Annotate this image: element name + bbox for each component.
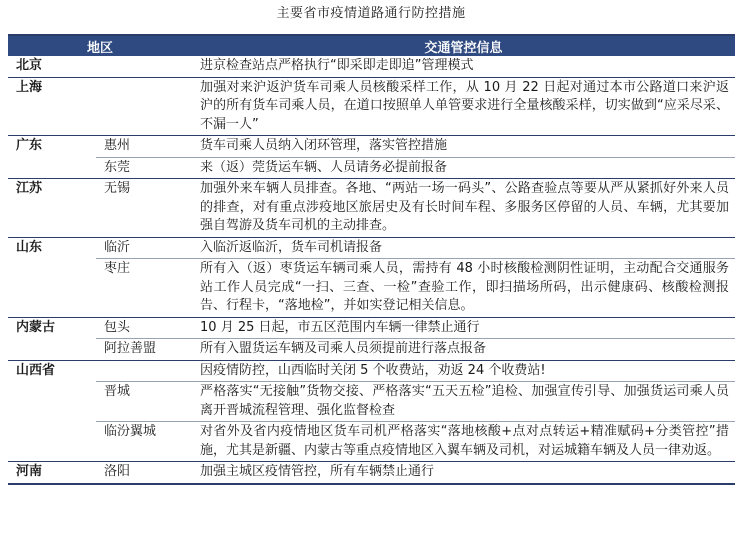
- province-cell: 山东: [8, 237, 96, 317]
- info-cell: 所有入盟货运车辆及司乘人员须提前进行落点报备: [192, 339, 735, 361]
- province-cell: 上海: [8, 77, 96, 136]
- info-cell: 加强主城区疫情管控，所有车辆禁止通行: [192, 462, 735, 484]
- traffic-control-table: [8, 34, 735, 485]
- info-cell: 因疫情防控，山西临时关闭 5 个收费站，劝返 24 个收费站!: [192, 360, 735, 382]
- city-cell: 洛阳: [96, 462, 192, 484]
- province-cell: 江苏: [8, 179, 96, 238]
- table-row: [8, 56, 735, 77]
- table-row: [8, 179, 735, 238]
- province-cell: 山西省: [8, 360, 96, 462]
- city-cell: [96, 360, 192, 382]
- info-cell: 10 月 25 日起，市五区范围内车辆一律禁止通行: [192, 317, 735, 339]
- info-cell: 所有入（返）枣货运车辆司乘人员，需持有 48 小时核酸检测阴性证明，主动配合交通服务站工作人员完成“一扫、三查、一检”查验工作，即扫描场所码，出示健康码、核酸检测报告、行程卡，“落地检”，并如实登记相关信息。: [192, 259, 735, 318]
- table-row: [8, 157, 735, 179]
- table-row: [8, 422, 735, 462]
- city-cell: 阿拉善盟: [96, 339, 192, 361]
- info-cell: 进京检查站点严格执行“即采即走即追”管理模式: [192, 56, 735, 77]
- table-row: [8, 339, 735, 361]
- table-row: [8, 136, 735, 158]
- table-row: [8, 360, 735, 382]
- city-cell: 无锡: [96, 179, 192, 238]
- city-cell: 临汾翼城: [96, 422, 192, 462]
- info-cell: 来（返）莞货运车辆、人员请务必提前报备: [192, 157, 735, 179]
- table-row: [8, 77, 735, 136]
- info-cell: 入临沂返临沂，货车司机请报备: [192, 237, 735, 259]
- table-row: [8, 317, 735, 339]
- table-header-row: [8, 35, 735, 56]
- info-cell: 货车司乘人员纳入闭环管理，落实管控措施: [192, 136, 735, 158]
- city-cell: 枣庄: [96, 259, 192, 318]
- city-cell: 惠州: [96, 136, 192, 158]
- table-row: [8, 382, 735, 422]
- table-row: [8, 259, 735, 318]
- table-row: [8, 237, 735, 259]
- city-cell: 包头: [96, 317, 192, 339]
- header-traffic-info: 交通管控信息: [192, 35, 735, 56]
- city-cell: 晋城: [96, 382, 192, 422]
- province-cell: 广东: [8, 136, 96, 179]
- city-cell: 东莞: [96, 157, 192, 179]
- info-cell: 加强外来车辆人员排查。各地、“两站一场一码头”、公路查验点等要从严从紧抓好外来人员的排查，对有重点涉疫地区旅居史及有长时间车程、多服务区停留的人员、车辆，尤其要加强自驾游及货车司机的主动排查。: [192, 179, 735, 238]
- table-title: 主要省市疫情道路通行防控措施: [276, 6, 466, 21]
- province-cell: 北京: [8, 56, 96, 77]
- info-cell: 加强对来沪返沪货车司乘人员核酸采样工作，从 10 月 22 日起对通过本市公路道口来沪返沪的所有货车司乘人员，在道口按照单人单管要求进行全量核酸采样，切实做到“应采尽采、不漏一人”: [192, 77, 735, 136]
- info-cell: 严格落实“无接触”货物交接、严格落实“五天五检”追检、加强宣传引导、加强货运司乘人员离开晋城流程管理、强化监督检查: [192, 382, 735, 422]
- city-cell: [96, 77, 192, 136]
- city-cell: [96, 56, 192, 77]
- header-region: 地区: [8, 35, 192, 56]
- info-cell: 对省外及省内疫情地区货车司机严格落实“落地核酸+点对点转运+精准赋码+分类管控”措施，尤其是新疆、内蒙古等重点疫情地区入翼车辆及司机，对运城籍车辆及人员一律劝返。: [192, 422, 735, 462]
- table-row: [8, 462, 735, 484]
- province-cell: 内蒙古: [8, 317, 96, 360]
- province-cell: 河南: [8, 462, 96, 484]
- city-cell: 临沂: [96, 237, 192, 259]
